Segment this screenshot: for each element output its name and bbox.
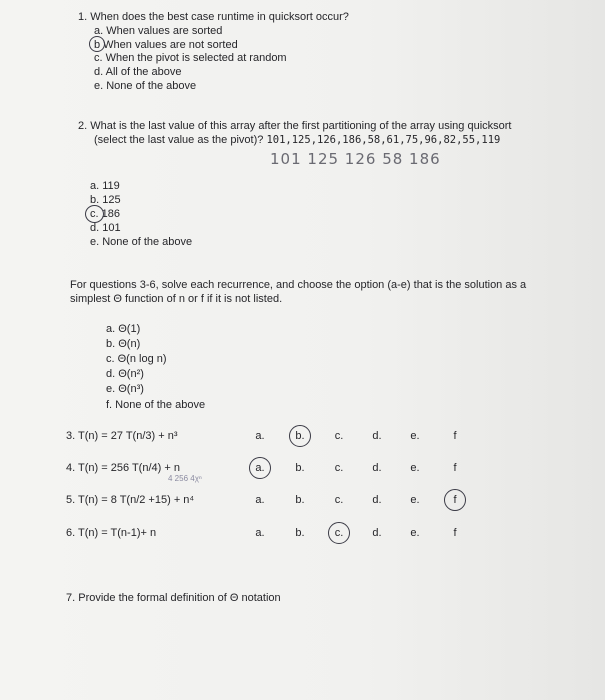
q6-choice-e: e. [410, 527, 420, 539]
q4-choice-e: e. [410, 462, 420, 474]
q3-choice-a: a. [255, 430, 265, 442]
recurrence-instructions-line1: For questions 3-6, solve each recurrence, and choose the option (a-e) that is the solution as a [70, 279, 527, 291]
theta-option-f: f. None of the above [106, 399, 206, 411]
q6-choice-b: b. [295, 527, 305, 539]
q4-choice-d: d. [372, 462, 382, 474]
q6-choice-d: d. [372, 527, 382, 539]
recurrence-instructions-line2: simplest Θ function of n or f if it is not listed. [70, 293, 283, 305]
q1-option-c: c. When the pivot is selected at random [94, 52, 287, 64]
theta-option-e: e. Θ(n³) [106, 383, 144, 395]
q2-question-text: (select the last value as the pivot)? [94, 134, 264, 146]
recurrence-q3: 3. T(n) = 27 T(n/3) + n³ [66, 430, 178, 442]
q6-choice-f: f [453, 527, 457, 539]
q1-answer-circle [89, 36, 105, 52]
q5-choice-d: d. [372, 494, 382, 506]
q2-option-e: e. None of the above [90, 236, 193, 248]
q5-answer-circle [444, 489, 466, 511]
q2-option-b: b. 125 [90, 194, 121, 206]
q3-choice-b: b. [295, 430, 305, 442]
theta-option-b: b. Θ(n) [106, 338, 141, 350]
q6-answer-circle [328, 522, 350, 544]
q3-choice-e: e. [410, 430, 420, 442]
q5-choice-f: f [453, 494, 457, 506]
q1-option-e: e. None of the above [94, 80, 197, 92]
q6-choice-c: c. [334, 527, 344, 539]
recurrence-q4: 4. T(n) = 256 T(n/4) + n [66, 462, 180, 474]
q5-choice-c: c. [334, 494, 344, 506]
theta-option-c: c. Θ(n log n) [106, 353, 167, 365]
q5-choice-e: e. [410, 494, 420, 506]
q2-option-a: a. 119 [90, 180, 120, 192]
q1-option-a: a. When values are sorted [94, 25, 223, 37]
recurrence-q6: 6. T(n) = T(n-1)+ n [66, 527, 157, 539]
q2-answer-circle [85, 205, 104, 223]
q4-choice-a: a. [255, 462, 265, 474]
q2-question-line2 [94, 134, 500, 147]
q5-choice-b: b. [295, 494, 305, 506]
q3-choice-c: c. [334, 430, 344, 442]
q1-question: 1. When does the best case runtime in quicksort occur? [78, 11, 349, 23]
q3-answer-circle [289, 425, 311, 447]
q6-choice-a: a. [255, 527, 265, 539]
q3-choice-d: d. [372, 430, 382, 442]
q2-handwritten-work: 101 125 126 58 186 [270, 150, 441, 168]
q1-option-d: d. All of the above [94, 66, 182, 78]
q7-question: 7. Provide the formal definition of Θ notation [66, 592, 281, 604]
q5-choice-a: a. [255, 494, 265, 506]
theta-option-a: a. Θ(1) [106, 323, 141, 335]
q3-choice-f: f [453, 430, 457, 442]
theta-option-d: d. Θ(n²) [106, 368, 144, 380]
q4-choice-c: c. [334, 462, 344, 474]
q2-option-d: d. 101 [90, 222, 121, 234]
q2-option-c: c. 186 [90, 208, 120, 220]
q1-option-b: b When values are not sorted [94, 39, 238, 51]
q4-choice-b: b. [295, 462, 305, 474]
recurrence-q5: 5. T(n) = 8 T(n/2 +15) + n⁴ [66, 494, 195, 506]
q4-choice-f: f [453, 462, 457, 474]
q2-array: 101,125,126,186,58,61,75,96,82,55,119 [266, 134, 501, 146]
q4-answer-circle [249, 457, 271, 479]
q4-scratch-work: 4 256 4χⁿ [168, 474, 202, 483]
q2-question: 2. What is the last value of this array after the first partitioning of the array using quicksort [78, 120, 512, 132]
